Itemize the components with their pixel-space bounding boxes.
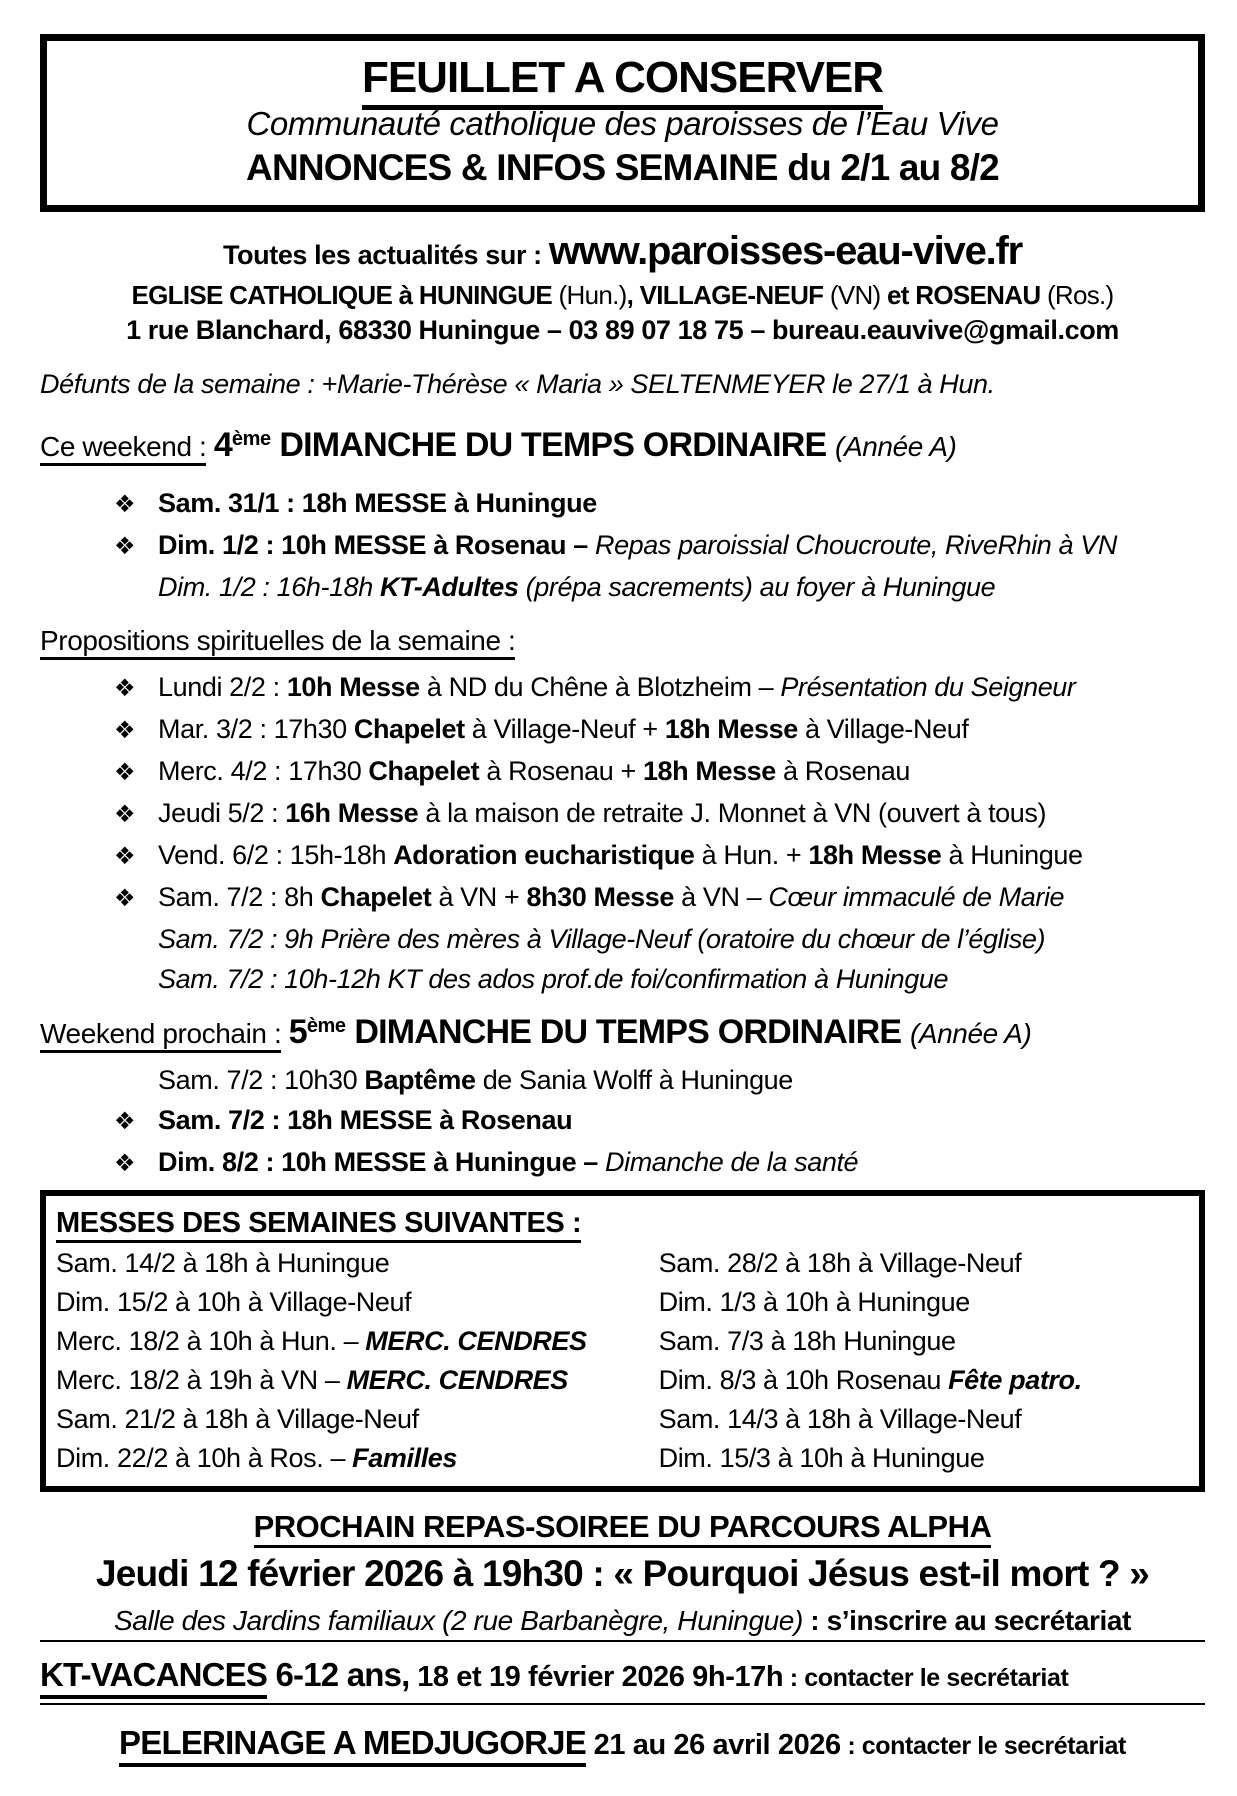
text-segment: : contacter le secrétariat: [783, 1664, 1069, 1692]
text-segment: Dim. 1/2 : 10h MESSE à Rosenau –: [158, 530, 595, 560]
list-item-continuation: [40, 567, 1205, 607]
list-item: [40, 483, 1205, 525]
text-segment: Baptême: [364, 1065, 483, 1095]
list-item-text: [158, 525, 1117, 565]
text-segment: à ND du Chêne à Blotzheim –: [426, 672, 781, 702]
list-item: [40, 709, 1205, 751]
list-item-continuation: [40, 1060, 1205, 1100]
text-segment: à Rosenau +: [486, 756, 643, 786]
mass-row: [657, 1322, 1191, 1361]
list-item-text: [158, 751, 910, 791]
upcoming-masses-box: [40, 1190, 1205, 1492]
text-segment: KT-Adultes: [380, 572, 526, 602]
text-segment: EGLISE CATHOLIQUE à HUNINGUE: [131, 280, 559, 310]
bullet-icon: ❖: [114, 885, 136, 912]
text-segment: Dim. 8/2 : 10h MESSE à Huningue –: [158, 1147, 606, 1177]
text-segment: : s’inscrire au secrétariat: [802, 1605, 1131, 1636]
text-segment: de Sania Wolff à Huningue: [482, 1065, 793, 1095]
text-segment: Chapelet: [353, 714, 472, 744]
text-segment: à Village-Neuf: [804, 714, 969, 744]
list-item: [40, 1100, 1205, 1142]
text-segment: à Village-Neuf +: [471, 714, 665, 744]
header-box: [40, 34, 1205, 212]
text-segment: Fête patro.: [948, 1365, 1082, 1395]
text-segment: à VN –: [681, 882, 769, 912]
text-segment: Dim. 1/2 : 16h-18h: [158, 572, 381, 602]
list-item: [40, 793, 1205, 835]
mass-row: [54, 1439, 657, 1478]
text-segment: 8h30 Messe: [526, 882, 682, 912]
list-item-text: [158, 793, 1046, 833]
text-segment: (prépa sacrements) au foyer à Huningue: [525, 572, 996, 602]
text-segment: Dimanche de la santé: [605, 1147, 859, 1177]
mass-row: [54, 1400, 657, 1439]
list-item-text: [158, 835, 1083, 875]
text-segment: Ce weekend :: [40, 431, 206, 466]
text-segment: Cœur immaculé de Marie: [768, 882, 1065, 912]
text-segment: 16h Messe: [285, 798, 426, 828]
page-title-text: FEUILLET A CONSERVER: [362, 53, 883, 110]
text-segment: (VN): [829, 280, 888, 310]
text-segment: à VN +: [438, 882, 527, 912]
text-segment: 18h Messe: [642, 756, 784, 786]
section-heading-propositions: [40, 621, 1205, 661]
list-item-text: [158, 1142, 858, 1182]
text-segment: à Hun. +: [701, 840, 809, 870]
text-segment: Merc. 4/2 : 17h30: [158, 756, 369, 786]
list-item-text: [158, 483, 597, 523]
text-segment: DIMANCHE DU TEMPS ORDINAIRE: [345, 1013, 910, 1051]
text-segment: VILLAGE-NEUF: [639, 280, 830, 310]
text-segment: Dim. 8/3 à 10h Rosenau: [658, 1365, 949, 1395]
text-segment: Jeudi 5/2 :: [158, 798, 286, 828]
list-item-continuation: [40, 959, 1205, 999]
text-segment: à la maison de retraite J. Monnet à VN (ouvert à tous): [425, 798, 1047, 828]
section-heading-this-weekend: [40, 422, 1205, 473]
text-segment: KT-VACANCES: [40, 1656, 267, 1699]
text-segment: Sam. 7/2 : 9h Prière des mères à Village-Neuf (oratoire du chœur de l’église): [158, 924, 1046, 954]
text-segment: Sam. 21/2 à 18h à Village-Neuf: [56, 1404, 419, 1434]
list-item-continuation: [40, 919, 1205, 959]
community-subtitle: Communauté catholique des paroisses de l’Eau Vive: [246, 105, 999, 142]
text-segment: Sam. 7/2 : 10h30: [158, 1065, 365, 1095]
text-segment: à Rosenau: [783, 756, 911, 786]
bullet-icon: ❖: [114, 717, 136, 744]
list-item: [40, 751, 1205, 793]
list-item: [40, 1142, 1205, 1184]
list-item-text: [158, 709, 968, 749]
section-divider: [40, 1703, 1205, 1705]
text-segment: Dim. 1/3 à 10h à Huningue: [658, 1287, 970, 1317]
text-segment: Sam. 31/1 : 18h MESSE à Huningue: [158, 488, 597, 518]
text-segment: Jeudi 12 février 2026 à 19h30 : « Pourquoi Jésus est-il mort ? »: [95, 1553, 1150, 1594]
text-segment: Repas paroissial Choucroute, RiveRhin à VN: [594, 530, 1117, 560]
section-heading-next-weekend: [40, 1009, 1205, 1060]
text-segment: MESSES DES SEMAINES SUIVANTES :: [56, 1207, 581, 1243]
text-segment: 18h Messe: [808, 840, 949, 870]
text-segment: DIMANCHE DU TEMPS ORDINAIRE: [270, 426, 836, 464]
list-item: [40, 667, 1205, 709]
list-item-text: [158, 667, 1076, 707]
bullet-icon: ❖: [114, 491, 136, 518]
text-segment: Sam. 7/2 : 10h-12h KT des ados prof.de foi/confirmation à Huningue: [158, 964, 949, 994]
text-segment: PROCHAIN REPAS-SOIREE DU PARCOURS ALPHA: [254, 1509, 992, 1548]
text-segment: Vend. 6/2 : 15h-18h: [158, 840, 394, 870]
text-segment: Sam. 7/3 à 18h Huningue: [658, 1326, 956, 1356]
text-segment: MERC. CENDRES: [365, 1326, 587, 1356]
text-segment: Lundi 2/2 :: [158, 672, 287, 702]
mass-row: [54, 1283, 657, 1322]
list-item: [40, 525, 1205, 567]
text-segment: 18 et 19 février 2026 9h-17h: [409, 1661, 784, 1693]
list-item-text: [158, 877, 1064, 917]
announcements-week-title: ANNONCES & INFOS SEMAINE du 2/1 au 8/2: [246, 147, 999, 188]
bullet-icon: ❖: [114, 1150, 136, 1177]
masses-box-title: [54, 1202, 1191, 1244]
pelerinage-line: [40, 1717, 1205, 1772]
churches-line: [40, 278, 1205, 312]
text-segment: Sam. 28/2 à 18h à Village-Neuf: [658, 1248, 1022, 1278]
text-segment: [206, 431, 213, 462]
text-segment: Merc. 18/2 à 10h à Hun. –: [56, 1326, 366, 1356]
deceased-line: [40, 366, 1205, 402]
text-segment: Dim. 22/2 à 10h à Ros. –: [56, 1443, 353, 1473]
kt-vacances-line: [40, 1650, 1205, 1703]
text-segment: : contacter le secrétariat: [840, 1732, 1126, 1760]
next-weekend-list: [40, 1060, 1205, 1184]
alpha-dinner-date-line: [40, 1549, 1205, 1602]
text-segment: (Ros.): [1046, 280, 1114, 310]
text-segment: Adoration eucharistique: [393, 840, 702, 870]
masses-columns: [54, 1244, 1191, 1478]
text-segment: à Huningue: [948, 840, 1083, 870]
mass-row: [657, 1400, 1191, 1439]
text-segment: Propositions spirituelles de la semaine :: [40, 625, 515, 660]
bullet-icon: ❖: [114, 759, 136, 786]
bullet-icon: ❖: [114, 675, 136, 702]
text-segment: [281, 1018, 288, 1049]
text-segment: 10h Messe: [286, 672, 427, 702]
text-segment: 6-12 ans,: [267, 1656, 410, 1693]
text-segment: (Année A): [835, 431, 957, 462]
text-segment: Familles: [352, 1443, 458, 1473]
text-segment: 21 au 26 avril 2026: [585, 1729, 841, 1761]
mass-row: [54, 1244, 657, 1283]
list-item: [40, 877, 1205, 919]
text-segment: Chapelet: [368, 756, 487, 786]
text-segment: Dim. 15/3 à 10h à Huningue: [658, 1443, 985, 1473]
bullet-icon: ❖: [114, 843, 136, 870]
text-segment: (Hun.): [558, 280, 627, 310]
text-segment: 5: [288, 1013, 307, 1051]
text-segment: Salle des Jardins familiaux (2 rue Barbanègre, Huningue): [114, 1605, 803, 1636]
text-segment: Sam. 14/3 à 18h à Village-Neuf: [658, 1404, 1022, 1434]
propositions-list: [40, 667, 1205, 999]
text-segment: Mar. 3/2 : 17h30: [158, 714, 354, 744]
text-segment: www.paroisses-eau-vive.fr: [548, 229, 1023, 273]
text-segment: Sam. 14/2 à 18h à Huningue: [56, 1248, 390, 1278]
address-contact-line: [40, 312, 1205, 348]
page-title: [57, 53, 1188, 103]
mass-row: [657, 1244, 1191, 1283]
website-line: [40, 228, 1205, 278]
text-segment: 1 rue Blanchard, 68330 Huningue – 03 89 07 18 75 – bureau.eauvive@gmail.com: [126, 315, 1119, 345]
list-item: [40, 835, 1205, 877]
masses-column-left: [54, 1244, 657, 1478]
text-segment: Chapelet: [320, 882, 439, 912]
text-segment: (Année A): [909, 1018, 1032, 1049]
mass-row: [54, 1322, 657, 1361]
list-item-text: [158, 1100, 572, 1140]
bullet-icon: ❖: [114, 533, 136, 560]
mass-row: [657, 1439, 1191, 1478]
text-segment: Toutes les actualités sur :: [222, 240, 549, 270]
text-segment: Présentation du Seigneur: [780, 672, 1076, 702]
text-segment: MERC. CENDRES: [346, 1365, 568, 1395]
text-segment: Sam. 7/2 : 8h: [158, 882, 321, 912]
text-segment: Dim. 15/2 à 10h à Village-Neuf: [56, 1287, 412, 1317]
mass-row: [657, 1361, 1191, 1400]
text-segment: Merc. 18/2 à 19h à VN –: [56, 1365, 347, 1395]
bullet-icon: ❖: [114, 801, 136, 828]
text-segment: ème: [231, 428, 271, 450]
text-segment: ,: [626, 280, 640, 310]
mass-row: [54, 1361, 657, 1400]
alpha-dinner-title: [40, 1506, 1205, 1549]
alpha-dinner-venue-line: [40, 1602, 1205, 1640]
bullet-icon: ❖: [114, 1108, 136, 1135]
text-segment: PELERINAGE A MEDJUGORJE: [119, 1724, 586, 1767]
text-segment: Défunts de la semaine : +Marie-Thérèse « Maria » SELTENMEYER le 27/1 à Hun.: [40, 369, 995, 399]
text-segment: et ROSENAU: [887, 280, 1047, 310]
masses-column-right: [657, 1244, 1191, 1478]
mass-row: [657, 1283, 1191, 1322]
this-weekend-list: [40, 483, 1205, 607]
text-segment: 18h Messe: [664, 714, 805, 744]
text-segment: Sam. 7/2 : 18h MESSE à Rosenau: [158, 1105, 573, 1135]
text-segment: 4: [213, 426, 232, 464]
text-segment: ème: [306, 1015, 346, 1037]
text-segment: Weekend prochain :: [40, 1018, 281, 1053]
section-divider: [40, 1640, 1205, 1642]
